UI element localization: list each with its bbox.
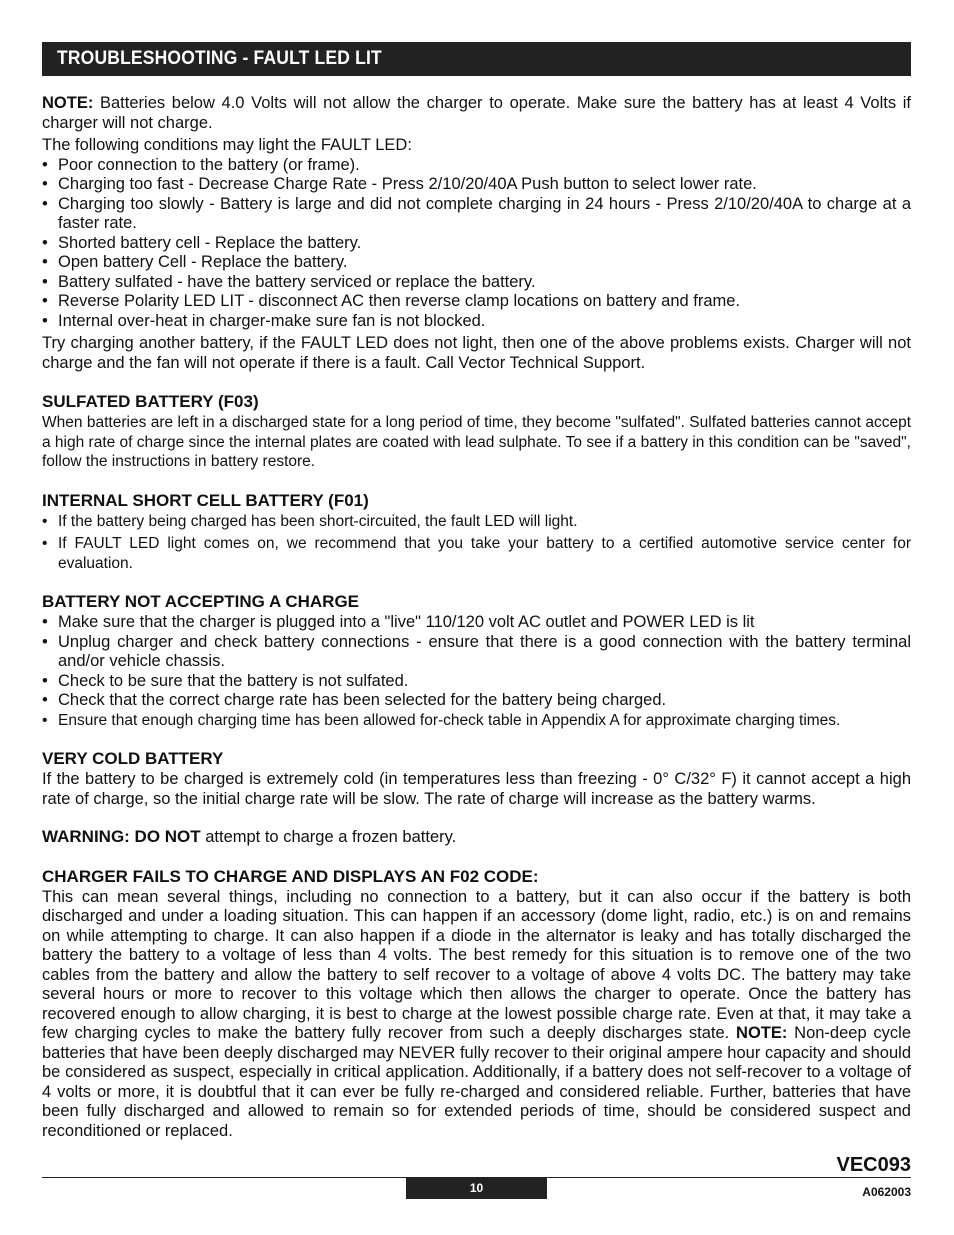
list-item: • Ensure that enough charging time has been allowed for-check table in Appendix A for approximate charging times. (42, 711, 911, 731)
not-accepting-heading: BATTERY NOT ACCEPTING A CHARGE (42, 592, 360, 611)
page-title: TROUBLESHOOTING - FAULT LED LIT (57, 48, 382, 69)
list-item: • Charging too slowly - Battery is large and did not complete charging in 24 hours - Press 2/10/20/40A to charge at a faster rate. (42, 195, 911, 234)
f02-text-part1: This can mean several things, including no connection to a battery, but it can also occur if the battery is both discharged and under a loading situation. This can happen if an accessory (dome light, radio, etc.) is on and remains on while attempting to charge. It can also happen if a diode in the alternator is leaky and has totally discharged the battery the battery to a voltage of less than 4 volts. The best remedy for this situation is to remove one of the two cables from the battery and allow the battery to self recover to a voltage of above 4 volts DC. The battery may take several hours or more to recover to this voltage which then allows the charger to operate. Once the battery has recovered enough to allow charging, it is best to charge at the lowest possible charge rate. Even at that, it may take a few charging cycles to make the battery fully recover from such a deeply discharges state. (42, 887, 911, 1042)
f02-note-lead: NOTE: (736, 1024, 788, 1042)
cold-heading: VERY COLD BATTERY (42, 749, 224, 768)
list-item: • If FAULT LED light comes on, we recommend that you take your battery to a certified automotive service center for evaluation. (42, 534, 911, 573)
list-item: • Unplug charger and check battery connections - ensure that there is a good connection with the battery terminal and/or vehicle chassis. (42, 633, 911, 672)
f02-heading: CHARGER FAILS TO CHARGE AND DISPLAYS AN F02 CODE: (42, 866, 539, 886)
short-cell-list (42, 512, 911, 574)
list-item: • Internal over-heat in charger-make sure fan is not blocked. (42, 312, 911, 332)
warning-lead: WARNING: DO NOT (42, 827, 201, 846)
list-item: • Shorted battery cell - Replace the battery. (42, 234, 911, 254)
list-item: • Make sure that the charger is plugged into a "live" 110/120 volt AC outlet and POWER LED is lit (42, 613, 911, 633)
list-item: • Battery sulfated - have the battery serviced or replace the battery. (42, 273, 911, 293)
section-title-bar (42, 42, 911, 76)
list-item: • Reverse Polarity LED LIT - disconnect AC then reverse clamp locations on battery and frame. (42, 292, 911, 312)
not-accepting-list (42, 613, 911, 730)
manual-content (42, 94, 911, 1141)
note-lead: NOTE: (42, 94, 94, 112)
sulfated-text: When batteries are left in a discharged state for a long period of time, they become "sulfated". Sulfated batteries cannot accept a high rate of charge since the internal plates are coated with lead sulphate. To see if a battery in this condition can be "saved", follow the instructions in battery restore. (42, 414, 911, 470)
short-cell-heading: INTERNAL SHORT CELL BATTERY (F01) (42, 490, 369, 510)
list-item: • Open battery Cell - Replace the battery. (42, 253, 911, 273)
list-item: • Check to be sure that the battery is not sulfated. (42, 672, 911, 692)
list-item: • Charging too fast - Decrease Charge Rate - Press 2/10/20/40A Push button to select lower rate. (42, 175, 911, 195)
revision-code: A062003 (862, 1185, 911, 1199)
f02-text-part2: Non-deep cycle batteries that have been deeply discharged may NEVER fully recover to their original ampere hour capacity and should be considered as suspect, especially in critical application. Additionally, if a battery does not self-recover to a voltage of 4 volts or more, it is doubtful that it can ever be fully re-charged and considered reliable. Further, batteries that have been fully discharged and allowed to remain so for extended periods of time, should be considered suspect and reconditioned or replaced. (42, 1024, 911, 1140)
fault-closing: Try charging another battery, if the FAULT LED does not light, then one of the above problems exists. Charger will not charge and the fan will not operate if there is a fault. Call Vector Technical Support. (42, 334, 911, 372)
warning-text: attempt to charge a frozen battery. (200, 828, 457, 846)
sulfated-heading: SULFATED BATTERY (F03) (42, 392, 259, 411)
note-paragraph (42, 94, 911, 133)
list-item: • Poor connection to the battery (or frame). (42, 156, 911, 176)
cold-text: If the battery to be charged is extremely cold (in temperatures less than freezing - 0° C/32° F) it cannot accept a high rate of charge, so the initial charge rate will be slow. The rate of charge will increase as the battery warms. (42, 770, 911, 808)
list-item: • If the battery being charged has been short-circuited, the fault LED will light. (42, 512, 911, 532)
note-text: Batteries below 4.0 Volts will not allow the charger to operate. Make sure the battery has at least 4 Volts if charger will not charge. (42, 94, 911, 132)
fault-intro: The following conditions may light the FAULT LED: (42, 136, 412, 154)
f02-text (42, 888, 911, 1142)
warning-paragraph (42, 827, 911, 848)
fault-conditions-list (42, 156, 911, 332)
list-item: • Check that the correct charge rate has been selected for the battery being charged. (42, 691, 911, 711)
model-code: VEC093 (836, 1154, 911, 1176)
page-number: 10 (406, 1178, 547, 1199)
